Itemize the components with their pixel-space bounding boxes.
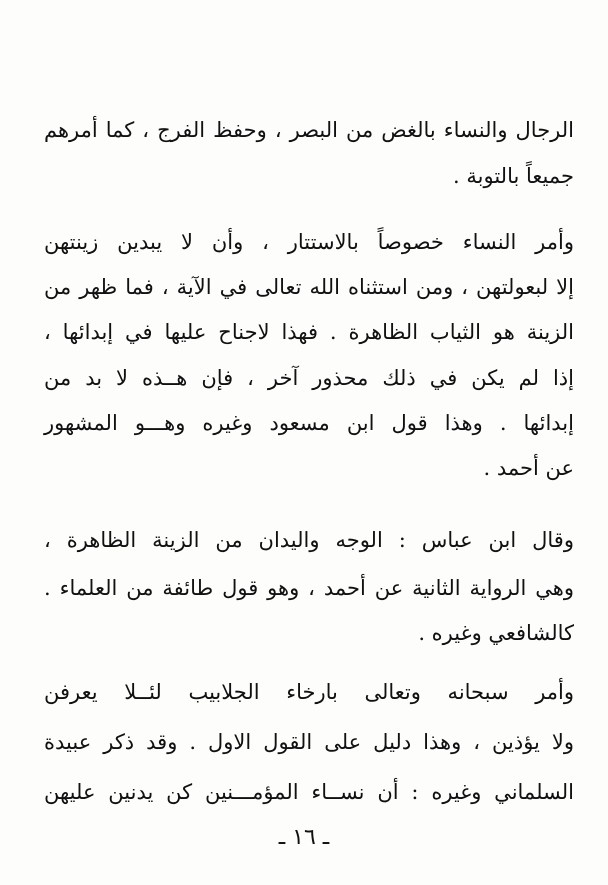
text-line: السلماني وغيره : أن نســاء المؤمـــنين كن يدنين عليهن [44,780,574,804]
text-line: إلا لبعولتهن ، ومن استثناه الله تعالى في الآية ، فما ظهر من [44,275,574,299]
text-line: وقال ابن عباس : الوجه واليدان من الزينة الظاهرة ، [44,528,574,552]
text-line: وأمر سبحانه وتعالى بارخاء الجلابيب لئــلا يعرفن [44,680,574,704]
text-line: عن أحمد . [483,456,574,480]
text-line: ولا يؤذين ، وهذا دليل على القول الاول . وقد ذكر عبيدة [44,730,574,754]
page-number: ـ ١٦ ـ [278,825,330,850]
text-line: إبدائها . وهذا قول ابن مسعود وغيره وهـــو المشهور [44,411,574,435]
text-line: وأمر النساء خصوصاً بالاستتار ، وأن لا يبدين زينتهن [44,230,574,254]
text-line: كالشافعي وغيره . [418,621,574,645]
text-line: وهي الرواية الثانية عن أحمد ، وهو قول طائفة من العلماء . [44,576,574,600]
text-line: الزينة هو الثياب الظاهرة . فهذا لاجناح عليها في إبدائها ، [44,320,574,344]
text-line: جميعاً بالتوبة . [453,164,574,188]
text-line: إذا لم يكن في ذلك محذور آخر ، فإن هــذه لا بد من [44,366,574,390]
text-line: الرجال والنساء بالغض من البصر ، وحفظ الفرج ، كما أمرهم [44,118,574,142]
